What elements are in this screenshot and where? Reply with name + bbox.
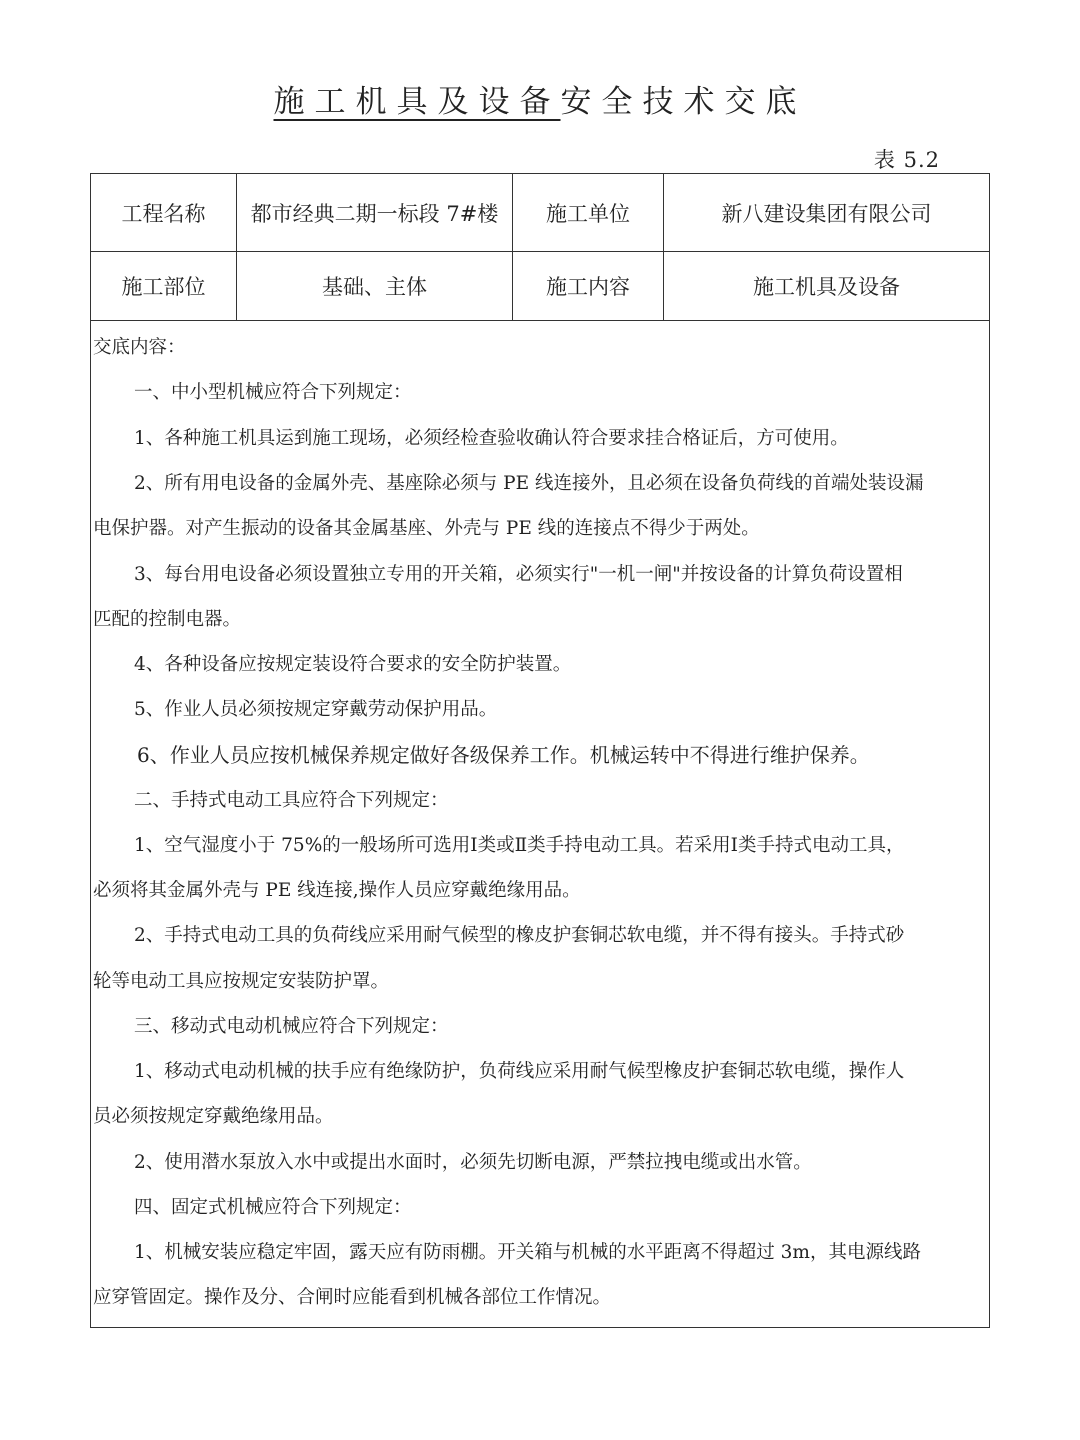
project-name-value: 都市经典二期一标段 7#楼: [250, 201, 499, 226]
content-line: 2、使用潜水泵放入水中或提出水面时，必须先切断电源，严禁拉拽电缆或出水管。: [134, 1152, 812, 1173]
content-line: 一、中小型机械应符合下列规定：: [134, 382, 412, 403]
content-line: 电保护器。对产生振动的设备其金属基座、外壳与 PE 线的连接点不得少于两处。: [93, 518, 760, 539]
row-divider-2: [91, 320, 989, 321]
construction-content-label: 施工内容: [546, 275, 630, 299]
project-name-label: 工程名称: [121, 201, 206, 226]
title-underlined-part: 施工机具及设备: [273, 84, 561, 120]
disclosure-table: [90, 173, 990, 1328]
content-line: 应穿管固定。操作及分、合闸时应能看到机械各部位工作情况。: [93, 1287, 612, 1308]
content-line: 6、作业人员应按机械保养规定做好各级保养工作。机械运转中不得进行维护保养。: [137, 743, 870, 767]
contractor-value: 新八建设集团有限公司: [721, 201, 932, 226]
content-line: 三、移动式电动机械应符合下列规定：: [134, 1016, 449, 1037]
content-line: 1、机械安装应稳定牢固，露天应有防雨棚。开关箱与机械的水平距离不得超过 3m，其电源线路: [134, 1242, 921, 1263]
content-line: 1、各种施工机具运到施工现场，必须经检查验收确认符合要求挂合格证后，方可使用。: [134, 428, 849, 449]
content-line: 4、各种设备应按规定装设符合要求的安全防护装置。: [134, 654, 572, 675]
construction-part-label: 施工部位: [121, 275, 206, 299]
content-line: 3、每台用电设备必须设置独立专用的开关箱，必须实行"一机一闸"并按设备的计算负荷设置相: [134, 564, 903, 585]
content-line: 二、手持式电动工具应符合下列规定：: [134, 790, 449, 811]
table-number: 表 5.2: [873, 148, 940, 172]
document-title: [0, 76, 1080, 121]
content-line: 四、固定式机械应符合下列规定：: [134, 1197, 412, 1218]
contractor-label: 施工单位: [546, 201, 630, 226]
construction-part-value: 基础、主体: [322, 275, 427, 299]
content-line: 匹配的控制电器。: [93, 609, 242, 630]
construction-content-value: 施工机具及设备: [753, 275, 900, 299]
content-line: 2、所有用电设备的金属外壳、基座除必须与 PE 线连接外，且必须在设备负荷线的首端处装设漏: [134, 473, 924, 494]
content-line: 1、移动式电动机械的扶手应有绝缘防护，负荷线应采用耐气候型橡皮护套铜芯软电缆，操作人: [134, 1061, 905, 1082]
content-line: 2、手持式电动工具的负荷线应采用耐气候型的橡皮护套铜芯软电缆，并不得有接头。手持式砂: [134, 925, 905, 946]
content-line: 员必须按规定穿戴绝缘用品。: [93, 1106, 334, 1127]
title-rest-part: 安全技术交底: [560, 84, 807, 120]
content-line: 5、作业人员必须按规定穿戴劳动保护用品。: [134, 699, 498, 720]
content-heading: 交底内容：: [93, 337, 186, 358]
content-line: 轮等电动工具应按规定安装防护罩。: [93, 971, 390, 992]
content-line: 1、空气湿度小于 75%的一般场所可选用Ⅰ类或Ⅱ类手持电动工具。若采用Ⅰ类手持式电动工具，: [134, 835, 905, 856]
content-line: 必须将其金属外壳与 PE 线连接,操作人员应穿戴绝缘用品。: [93, 880, 581, 901]
